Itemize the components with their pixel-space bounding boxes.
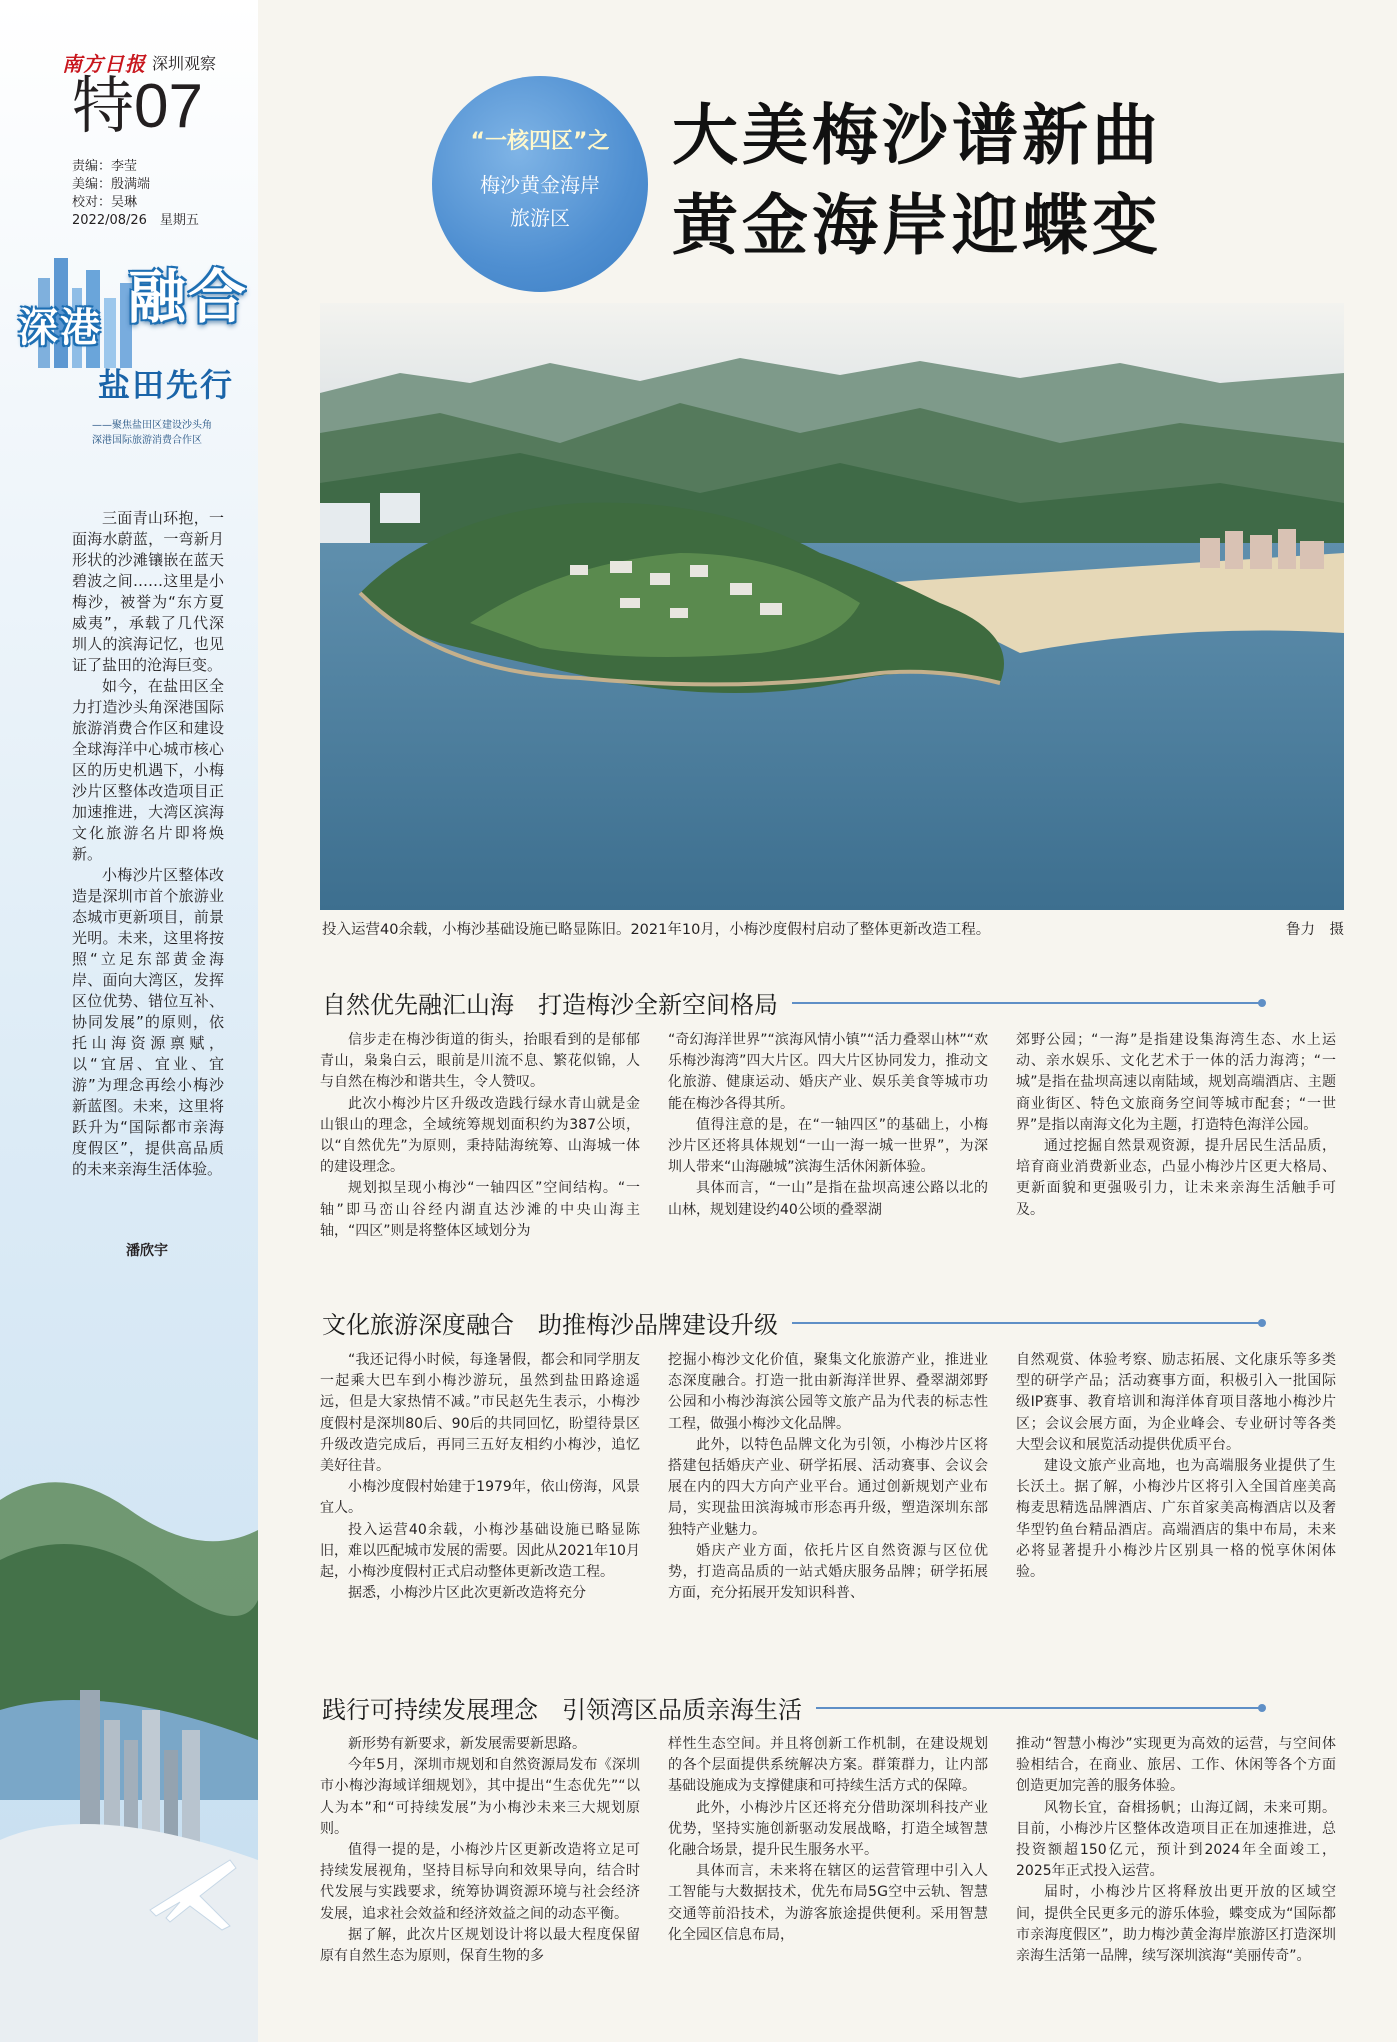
sidebar-paragraph: 如今，在盐田区全力打造沙头角深港国际旅游消费合作区和建设全球海洋中心城市核心区的历史机遇下，小梅沙片区整体改造项目正加速推进，大湾区滨海文化旅游名片即将焕新。: [72, 677, 224, 863]
section-heading: 践行可持续发展理念 引领湾区品质亲海生活: [322, 1696, 802, 1724]
slogan-merge: 融合: [128, 263, 249, 331]
body-paragraph: 具体而言，未来将在辖区的运营管理中引入人工智能与大数据技术，优先布局5G空中云轨、智慧交通等前沿技术，为游客旅途提供便利。采用智慧化全园区信息布局，: [668, 1863, 988, 1943]
body-paragraph: 此外，以特色品牌文化为引领，小梅沙片区将搭建包括婚庆产业、研学拓展、活动赛事、会议会展在内的四大方向产业平台。通过创新规划产业布局，实现盐田滨海城市形态再升级，塑造深圳东部独特产业魅力。: [668, 1436, 988, 1538]
body-paragraph: “我还记得小时候，每逢暑假，都会和同学朋友一起乘大巴车到小梅沙游玩，虽然到盐田路途遥远，但是大家热情不减。”市民赵先生表示，小梅沙度假村是深圳80后、90后的共同回忆，盼望待景区升级改造完成后，再同三五好友相约小梅沙，追忆美好往昔。: [320, 1352, 640, 1475]
section-rule: [792, 1002, 1262, 1004]
section-3-columns: [320, 1734, 1344, 1967]
slogan-shenzhen-hk: 深港: [18, 305, 102, 351]
body-paragraph: 据悉，小梅沙片区此次更新改造将充分: [348, 1585, 586, 1602]
body-paragraph: 规划拟呈现小梅沙“一轴四区”空间结构。“一轴”即马峦山谷经内湖直达沙滩的中央山海主轴，“四区”则是将整体区域划分为: [320, 1180, 640, 1239]
feature-banner: [10, 248, 254, 448]
body-paragraph: 郊野公园；“一海”是指建设集海湾生态、水上运动、亲水娱乐、文化艺术于一体的活力海湾；“一城”是指在盐坝高速以南陆域，规划高端酒店、主题商业街区、特色文旅商务空间等城市配套；“一世界”是指以南海文化为主题，打造特色海洋公园。: [1016, 1032, 1336, 1133]
body-paragraph: 风物长宜，奋楫扬帆；山海辽阔，未来可期。目前，小梅沙片区整体改造项目正在加速推进，总投资额超150亿元，预计到2024年全面竣工，2025年正式投入运营。: [1016, 1799, 1336, 1880]
credit-proofreader: 校对：吴琳: [72, 195, 138, 210]
body-paragraph: 建设文旅产业高地，也为高端服务业提供了生长沃土。据了解，小梅沙片区将引入全国首座美高梅麦思精选品牌酒店、广东首家美高梅酒店以及奢华型钓鱼台精品酒店。高端酒店的集中布局，未来必将显著提升小梅沙片区别具一格的悦享休闲体验。: [1016, 1458, 1336, 1581]
banner-subtitle: [92, 418, 252, 448]
sidebar-intro: [72, 508, 224, 1180]
body-paragraph: 信步走在梅沙街道的街头，抬眼看到的是郁郁青山，枭枭白云，眼前是川流不息、繁花似锦，人与自然在梅沙和谐共生，令人赞叹。: [320, 1032, 640, 1091]
credit-editor: 责编：李莹: [72, 159, 138, 174]
body-paragraph: 自然观赏、体验考察、励志拓展、文化康乐等多类型的研学产品；活动赛事方面，积极引入一批国际级IP赛事、教育培训和海洋体育项目落地小梅沙片区；会议会展方面，为企业峰会、专业研讨等各类大型会议和展览活动提供优质平台。: [1016, 1352, 1336, 1453]
body-paragraph: 此次小梅沙片区升级改造践行绿水青山就是金山银山的理念，全域统筹规划面积约为387公顷，以“自然优先”为原则，秉持陆海统筹、山海城一体的建设理念。: [320, 1095, 640, 1176]
section-title-2: [322, 1305, 1262, 1340]
body-paragraph: 样性生态空间。并且将创新工作机制，在建设规划的各个层面提供系统解决方案。群策群力，让内部基础设施成为支撑健康和可持续生活方式的保障。: [668, 1736, 988, 1795]
sidebar: [0, 0, 258, 2042]
aerial-coast-image: [320, 303, 1344, 910]
column-name: 深圳观察: [152, 54, 217, 73]
body-paragraph: 推动“智慧小梅沙”实现更为高效的运营，与空间体验相结合，在商业、旅居、工作、休闲等各个方面创造更加完善的服务体验。: [1016, 1736, 1336, 1795]
credit-designer: 美编：殷满端: [72, 177, 151, 192]
body-paragraph: 婚庆产业方面，依托片区自然资源与区位优势，打造高品质的一站式婚庆服务品牌；研学拓展方面，充分拓展开发知识科普、: [668, 1542, 988, 1602]
headline-line: 大美梅沙谱新曲: [672, 96, 1162, 174]
text-column: [320, 1734, 640, 1967]
text-column: [1016, 1350, 1336, 1604]
text-column: [668, 1030, 988, 1242]
banner-subtitle-line: ——聚焦盐田区建设沙头角: [92, 420, 212, 431]
body-paragraph: 据了解，此次片区规划设计将以最大程度保留原有自然生态为原则，保育生物的多: [320, 1926, 640, 1965]
photo-caption: [322, 918, 1344, 939]
text-column: [1016, 1030, 1336, 1242]
coastal-city-illustration: [0, 1440, 258, 2042]
caption-text: 投入运营40余载，小梅沙基础设施已略显陈旧。2021年10月，小梅沙度假村启动了整体更新改造工程。: [322, 922, 991, 938]
body-paragraph: 今年5月，深圳市规划和自然资源局发布《深圳市小梅沙海域详细规划》，其中提出“生态优先”“以人为本”和“可持续发展”为小梅沙未来三大规划原则。: [320, 1757, 640, 1837]
section-rule: [792, 1322, 1262, 1324]
body-paragraph: 具体而言，“一山”是指在盐坝高速公路以北的山林，规划建设约40公顷的叠翠湖: [668, 1180, 988, 1218]
text-column: [320, 1350, 640, 1604]
body-paragraph: 届时，小梅沙片区将释放出更开放的区域空间，提供全民更多元的游乐体验，蝶变成为“国际都市亲海度假区”，助力梅沙黄金海岸旅游区打造深圳亲海生活第一品牌，续写深圳滨海“美丽传奇”。: [1016, 1884, 1336, 1965]
body-paragraph: 值得注意的是，在“一轴四区”的基础上，小梅沙片区还将具体规划“一山一海一城一世界”，为深圳人带来“山海融城”滨海生活休闲新体验。: [668, 1116, 988, 1176]
headline: [672, 90, 1162, 270]
badge-series: “一核四区”之: [470, 129, 610, 154]
photo-credit: 鲁力 摄: [1286, 922, 1344, 938]
text-column: [668, 1734, 988, 1967]
section-heading: 自然优先融汇山海 打造梅沙全新空间格局: [322, 991, 778, 1019]
badge-zone-suffix: 旅游区: [510, 206, 570, 230]
aerial-photo[interactable]: [320, 303, 1344, 910]
body-paragraph: 此外，小梅沙片区还将充分借助深圳科技产业优势，坚持实施创新驱动发展战略，打造全域智慧化融合场景，提升民生服务水平。: [668, 1799, 988, 1859]
text-column: [320, 1030, 640, 1242]
editor-credits: [72, 158, 199, 230]
section-1-columns: [320, 1030, 1344, 1242]
text-column: [668, 1350, 988, 1604]
series-badge: [432, 76, 648, 292]
headline-line: 黄金海岸迎蝶变: [672, 186, 1162, 264]
badge-zone: 梅沙黄金海岸: [480, 173, 600, 197]
banner-subtitle-line: 深港国际旅游消费合作区: [92, 435, 202, 446]
section-2-columns: [320, 1350, 1344, 1604]
page-number: 特07: [72, 72, 203, 141]
text-column: [1016, 1734, 1336, 1967]
sidebar-paragraph: 小梅沙片区整体改造是深圳市首个旅游业态城市更新项目，前景光明。未来，这里将按照“立足东部黄金海岸、面向大湾区，发挥区位优势、错位互补、协同发展”的原则，依托山海资源禀赋，以“宜居、宜业、宜游”为理念再绘小梅沙新蓝图。未来，这里将跃升为“国际都市亲海度假区”，提供高品质的未来亲海生活体验。: [72, 866, 224, 1178]
body-paragraph: 小梅沙度假村始建于1979年，依山傍海，风景宜人。: [320, 1479, 640, 1517]
section-heading: 文化旅游深度融合 助推梅沙品牌建设升级: [322, 1311, 778, 1339]
body-paragraph: “奇幻海洋世界”“滨海风情小镇”“活力叠翠山林”“欢乐梅沙海湾”四大片区。四大片区协同发力，推动文化旅游、健康运动、婚庆产业、娱乐美食等城市功能在梅沙各得其所。: [668, 1032, 988, 1112]
section-title-3: [322, 1690, 1262, 1725]
body-paragraph: 投入运营40余载，小梅沙基础设施已略显陈旧，难以匹配城市发展的需要。因此从2021年10月起，小梅沙度假村正式启动整体更新改造工程。: [320, 1521, 640, 1581]
sidebar-paragraph: 三面青山环抱，一面海水蔚蓝，一弯新月形状的沙滩镶嵌在蓝天碧波之间……这里是小梅沙，被誉为“东方夏威夷”，承载了几代深圳人的滨海记忆，也见证了盐田的沧海巨变。: [72, 509, 224, 674]
body-paragraph: 值得一提的是，小梅沙片区更新改造将立足可持续发展视角，坚持目标导向和效果导向，结合时代发展与实践要求，统筹协调资源环境与社会经济发展，追求社会效益和经济效益之间的动态平衡。: [320, 1842, 640, 1922]
issue-date: 2022/08/26 星期五: [72, 213, 199, 228]
body-paragraph: 挖掘小梅沙文化价值，聚集文化旅游产业，推进业态深度融合。打造一批由新海洋世界、叠翠湖郊野公园和小梅沙海滨公园等文旅产品为代表的标志性工程，做强小梅沙文化品牌。: [668, 1352, 988, 1432]
section-title-1: [322, 985, 1262, 1020]
sidebar-author: 潘欣宇: [126, 1243, 168, 1259]
newspaper-logo[interactable]: 南方日报: [62, 52, 146, 76]
section-rule: [816, 1707, 1262, 1709]
slogan-yantian: 盐田先行: [98, 366, 235, 404]
body-paragraph: 新形势有新要求，新发展需要新思路。: [348, 1736, 586, 1752]
body-paragraph: 通过挖掘自然景观资源，提升居民生活品质，培育商业消费新业态，凸显小梅沙片区更大格局、更新面貌和更强吸引力，让未来亲海生活触手可及。: [1016, 1138, 1336, 1218]
